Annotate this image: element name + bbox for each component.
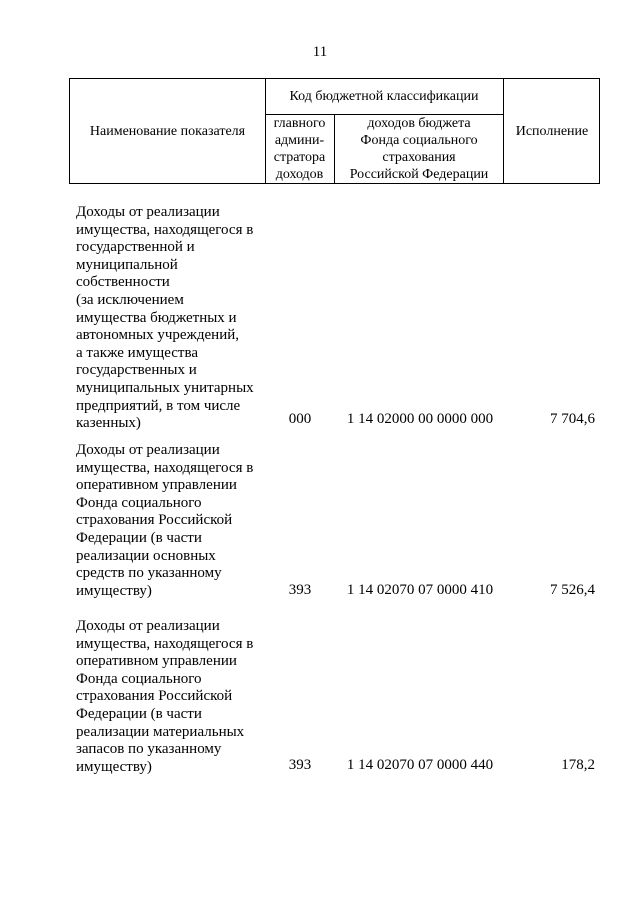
page-number: 11 (312, 44, 328, 60)
table-row-admin: 393 (288, 757, 312, 773)
table-row-name: Доходы от реализации имущества, находящегося в государственной и муниципальной собственности (за исключением имущества бюджетных и автономных учреждений, а также имущества государственных и муниципальных унитарных предприятий, в том числе казенных) (76, 204, 254, 432)
table-row-code: 1 14 02000 00 0000 000 (346, 411, 494, 427)
table-row-admin: 000 (288, 411, 312, 427)
table-row-code: 1 14 02070 07 0000 440 (346, 757, 494, 773)
table-row-value: 178,2 (561, 757, 595, 773)
table-row-value: 7 704,6 (550, 411, 595, 427)
header-admin: главного админи- стратора доходов (273, 116, 326, 182)
header-code-group: Код бюджетной классификации (289, 89, 479, 104)
header-execution: Исполнение (515, 123, 589, 139)
table-row-admin: 393 (288, 582, 312, 598)
table-row-name: Доходы от реализации имущества, находящегося в оперативном управлении Фонда социального страхования Российской Федерации (в части реализации основных средств по указанному имуществу) (76, 442, 254, 599)
table-row-code: 1 14 02070 07 0000 410 (346, 582, 494, 598)
header-name: Наименование показателя (89, 123, 246, 139)
table-row-value: 7 526,4 (550, 582, 595, 598)
header-revenue: доходов бюджета Фонда социального страхования Российской Федерации (349, 116, 489, 182)
table-header (69, 78, 600, 184)
table-row-name: Доходы от реализации имущества, находящегося в оперативном управлении Фонда социального страхования Российской Федерации (в части реализации материальных запасов по указанному имуществу) (76, 618, 254, 775)
